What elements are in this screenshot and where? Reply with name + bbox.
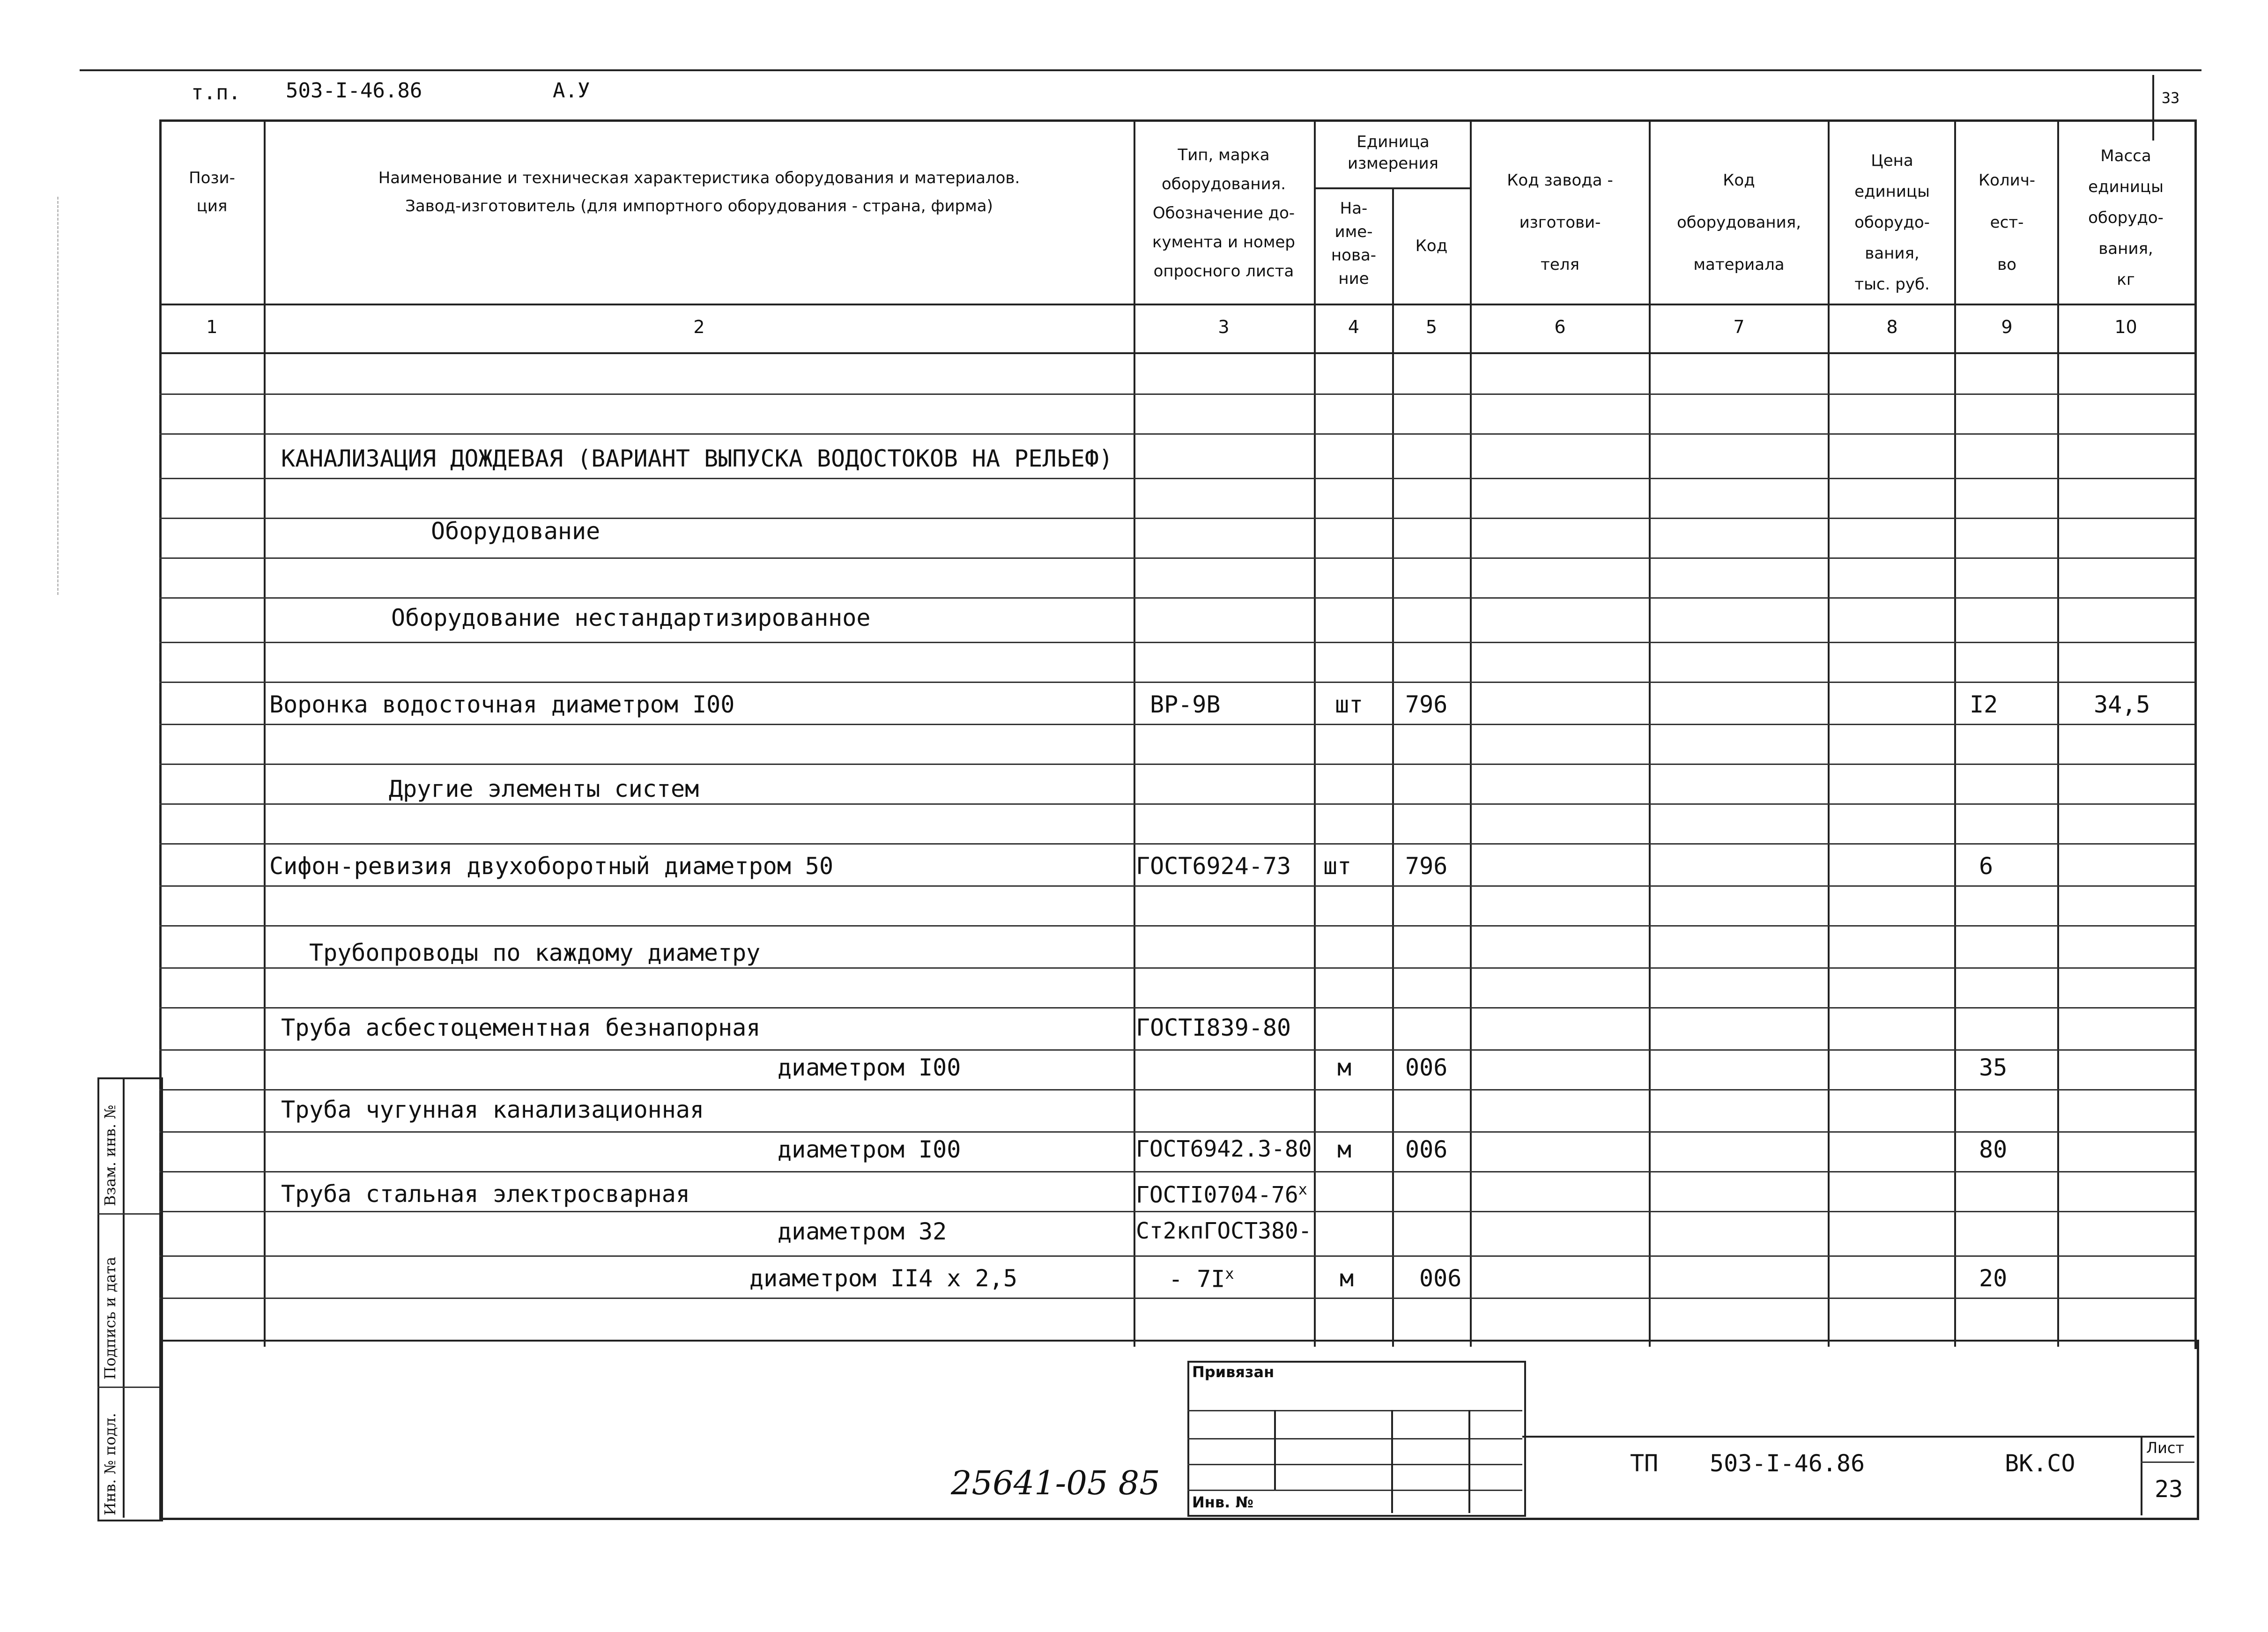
col-head-name: Наименование и техническая характеристика оборудования и материалов. Завод-изготовитель (для импортного оборудования - страна, фирма) [378,169,1020,215]
row-asbestos-code: 006 [1405,1054,1448,1081]
col-num-2: 2 [693,317,705,337]
row-section-title: КАНАЛИЗАЦИЯ ДОЖДЕВАЯ (ВАРИАНТ ВЫПУСКА ВОДОСТОКОВ НА РЕЛЬЕФ) [281,445,1113,472]
row-asbestos-unit: м [1337,1054,1352,1081]
row-asbestos-qty: 35 [1979,1054,2008,1081]
col-head-mass: Масса единицы оборудо- вания, кг [2088,147,2164,289]
sheet-number: 23 [2155,1476,2183,1503]
row-steel-dia114-type [1169,1265,1234,1293]
row-steel-type-text: ГОСТI0704-76 [1136,1182,1298,1208]
row-steel-code: 006 [1419,1265,1462,1292]
col-num-7: 7 [1733,317,1745,337]
row-castiron-unit: м [1337,1136,1352,1163]
col-head-factory-code: Код завода - изготови- теля [1507,171,1613,274]
col-num-4: 4 [1348,317,1360,337]
row-steel-dia114-type-text: - 7I [1169,1265,1225,1293]
row-steel-dia114: диаметром II4 х 2,5 [749,1265,1017,1292]
row-steel-type [1136,1180,1307,1208]
stamp-doc: 503-I-46.86 [1710,1450,1865,1477]
bottom-frame [159,1340,2199,1520]
row-castiron-type: ГОСТ6942.3-80 [1136,1136,1312,1162]
col-head-unit-name: На- име- нова- ние [1331,199,1377,288]
row-subsection-other: Другие элементы систем [389,775,699,802]
row-castiron-name: Труба чугунная канализационная [281,1096,704,1123]
row-funnel-qty: I2 [1970,691,1998,718]
row-siphon-code: 796 [1405,853,1448,880]
row-castiron-dia: диаметром I00 [778,1136,961,1163]
row-siphon-qty: 6 [1979,853,1994,880]
col-head-qty: Колич- ест- во [1978,171,2036,274]
row-steel-dia114-type-sup: х [1225,1265,1234,1283]
row-siphon-unit: шт [1323,853,1352,880]
corner-number: 33 [2152,75,2187,141]
row-asbestos-type: ГОСТI839-80 [1136,1014,1291,1041]
col-head-type: Тип, марка оборудования. Обозначение до- кумента и номер опросного листа [1152,146,1295,281]
row-siphon-type: ГОСТ6924-73 [1136,853,1291,880]
row-steel-qty: 20 [1979,1265,2008,1292]
row-steel-unit: м [1340,1265,1354,1292]
project-code: 503-I-46.86 [286,79,422,103]
col-head-unit-code: Код [1415,237,1448,255]
row-castiron-code: 006 [1405,1136,1448,1163]
row-steel-name: Труба стальная электросварная [281,1180,690,1208]
row-funnel-code: 796 [1405,691,1448,718]
col-head-position: Пози- ция [189,169,235,215]
col-head-price: Цена единицы оборудо- вания, тыс. руб. [1854,151,1930,294]
col-num-5: 5 [1425,317,1438,337]
row-castiron-qty: 80 [1979,1136,2008,1163]
row-subsection-pipes: Трубопроводы по каждому диаметру [309,939,761,966]
binding-margin-mark [57,197,59,595]
row-steel-dia32-type: Ст2кпГОСТ380- [1136,1218,1312,1244]
row-steel-type-sup: х [1298,1180,1308,1198]
col-num-10: 10 [2114,317,2137,337]
top-border [80,69,2201,71]
col-num-8: 8 [1886,317,1898,337]
handwritten-registration: 25641-05 85 [951,1464,1160,1502]
row-funnel-unit: шт [1335,691,1364,718]
tp-label: т.п. [191,81,241,104]
row-subsection-equipment: Оборудование [431,518,600,545]
album-label: А.У [553,79,590,103]
side-vzam: Взам. инв. № [101,1105,119,1206]
row-asbestos-name: Труба асбестоцементная безнапорная [281,1014,761,1041]
side-inv-podl: Инв. № подл. [101,1413,119,1515]
row-funnel-type: ВР-9В [1150,691,1221,718]
col-head-equip-code: Код оборудования, материала [1676,171,1801,274]
privyazan-label: Привязан [1192,1363,1275,1381]
stamp-section: ВК.СО [2005,1450,2075,1477]
col-num-6: 6 [1554,317,1566,337]
side-podpis: Подпись и дата [101,1256,119,1380]
inv-no-label: Инв. № [1192,1493,1253,1511]
row-siphon-name: Сифон-ревизия двухоборотный диаметром 50 [269,853,834,880]
row-subsection-nonstandard: Оборудование нестандартизированное [391,604,871,631]
col-num-9: 9 [2001,317,2013,337]
stamp-tp: ТП [1630,1450,1659,1477]
row-funnel-mass: 34,5 [2094,691,2150,718]
col-num-3: 3 [1218,317,1230,337]
col-head-unit: Единица измерения [1347,133,1439,173]
col-num-1: 1 [206,317,218,337]
sheet-label: Лист [2146,1439,2185,1457]
row-steel-dia32: диаметром 32 [778,1218,947,1245]
row-asbestos-dia: диаметром I00 [778,1054,961,1081]
row-funnel-name: Воронка водосточная диаметром I00 [269,691,735,718]
